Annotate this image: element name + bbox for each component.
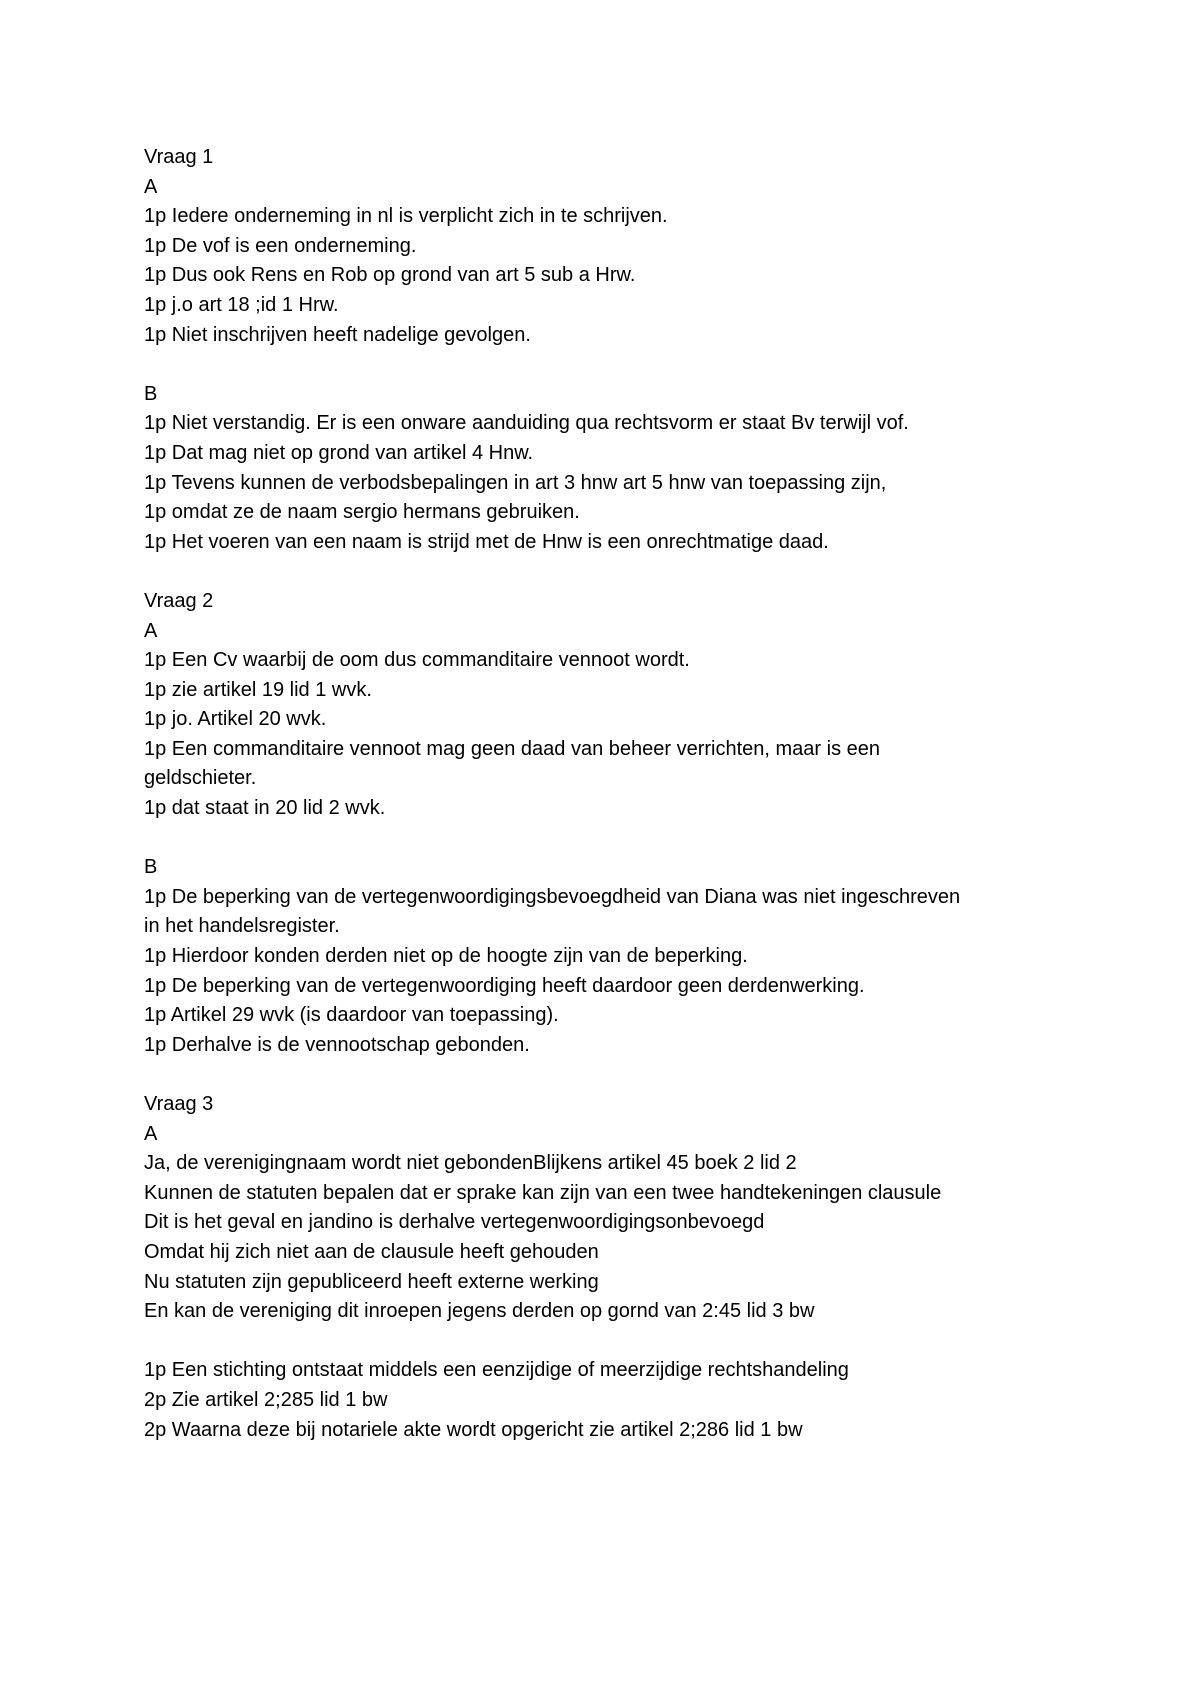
- subheading-a: A: [144, 1122, 158, 1145]
- blank-line: [144, 350, 1064, 380]
- blank-line: [144, 1060, 1064, 1090]
- answer-line: in het handelsregister.: [144, 915, 340, 938]
- answer-line: 1p Een Cv waarbij de oom dus commanditaire vennoot wordt.: [144, 649, 690, 672]
- heading-vraag-1: Vraag 1: [144, 146, 214, 168]
- answer-line: 1p De beperking van de vertegenwoordigingsbevoegdheid van Diana was niet ingeschreven: [144, 885, 961, 908]
- subheading-b: B: [144, 856, 158, 879]
- answer-line: Dit is het geval en jandino is derhalve vertegenwoordigingsonbevoegd: [144, 1211, 765, 1234]
- subheading-b: B: [144, 382, 158, 405]
- answer-line: 1p Niet inschrijven heeft nadelige gevolgen.: [144, 323, 531, 346]
- heading-vraag-2: Vraag 2: [144, 589, 214, 612]
- answer-line: Kunnen de statuten bepalen dat er sprake kan zijn van een twee handtekeningen clausule: [144, 1181, 942, 1204]
- blank-line: [144, 557, 1064, 587]
- answer-line: 1p Een commanditaire vennoot mag geen daad van beheer verrichten, maar is een: [144, 737, 881, 760]
- blank-line: [144, 824, 1064, 854]
- answer-line: En kan de vereniging dit inroepen jegens derden op gornd van 2:45 lid 3 bw: [144, 1300, 815, 1323]
- answer-line: geldschieter.: [144, 767, 257, 790]
- answer-line: 2p Zie artikel 2;285 lid 1 bw: [144, 1388, 388, 1411]
- answer-line: Nu statuten zijn gepubliceerd heeft externe werking: [144, 1270, 599, 1293]
- answer-line: 1p Hierdoor konden derden niet op de hoogte zijn van de beperking.: [144, 945, 748, 968]
- answer-line: Omdat hij zich niet aan de clausule heeft gehouden: [144, 1240, 599, 1263]
- answer-line: 1p Niet verstandig. Er is een onware aanduiding qua rechtsvorm er staat Bv terwijl vof.: [144, 412, 909, 435]
- answer-line: 1p Tevens kunnen de verbodsbepalingen in art 3 hnw art 5 hnw van toepassing zijn,: [144, 471, 887, 494]
- answer-line: 1p Een stichting ontstaat middels een eenzijdige of meerzijdige rechtshandeling: [144, 1359, 849, 1382]
- answer-line: 1p zie artikel 19 lid 1 wvk.: [144, 678, 372, 701]
- blank-line: [144, 1327, 1064, 1357]
- answer-line: 1p Dat mag niet op grond van artikel 4 Hnw.: [144, 441, 534, 464]
- answer-line: Ja, de verenigingnaam wordt niet gebondenBlijkens artikel 45 boek 2 lid 2: [144, 1152, 797, 1175]
- heading-vraag-3: Vraag 3: [144, 1093, 214, 1115]
- answer-line: 1p jo. Artikel 20 wvk.: [144, 708, 327, 731]
- answer-line: 1p Het voeren van een naam is strijd met de Hnw is een onrechtmatige daad.: [144, 530, 829, 553]
- subheading-a: A: [144, 175, 158, 198]
- answer-line: 1p Dus ook Rens en Rob op grond van art 5 sub a Hrw.: [144, 264, 636, 287]
- answer-line: 1p De beperking van de vertegenwoordiging heeft daardoor geen derdenwerking.: [144, 974, 865, 997]
- answer-line: 1p Artikel 29 wvk (is daardoor van toepassing).: [144, 1004, 559, 1027]
- answer-line: 1p j.o art 18 ;id 1 Hrw.: [144, 293, 339, 316]
- answer-line: 1p De vof is een onderneming.: [144, 234, 417, 257]
- answer-line: 1p Iedere onderneming in nl is verplicht zich in te schrijven.: [144, 205, 668, 228]
- answer-line: 2p Waarna deze bij notariele akte wordt opgericht zie artikel 2;286 lid 1 bw: [144, 1418, 803, 1441]
- answer-line: 1p Derhalve is de vennootschap gebonden.: [144, 1033, 530, 1056]
- answer-line: 1p omdat ze de naam sergio hermans gebruiken.: [144, 501, 580, 524]
- subheading-a: A: [144, 619, 158, 642]
- document-body: [144, 143, 1064, 1445]
- answer-line: 1p dat staat in 20 lid 2 wvk.: [144, 797, 386, 820]
